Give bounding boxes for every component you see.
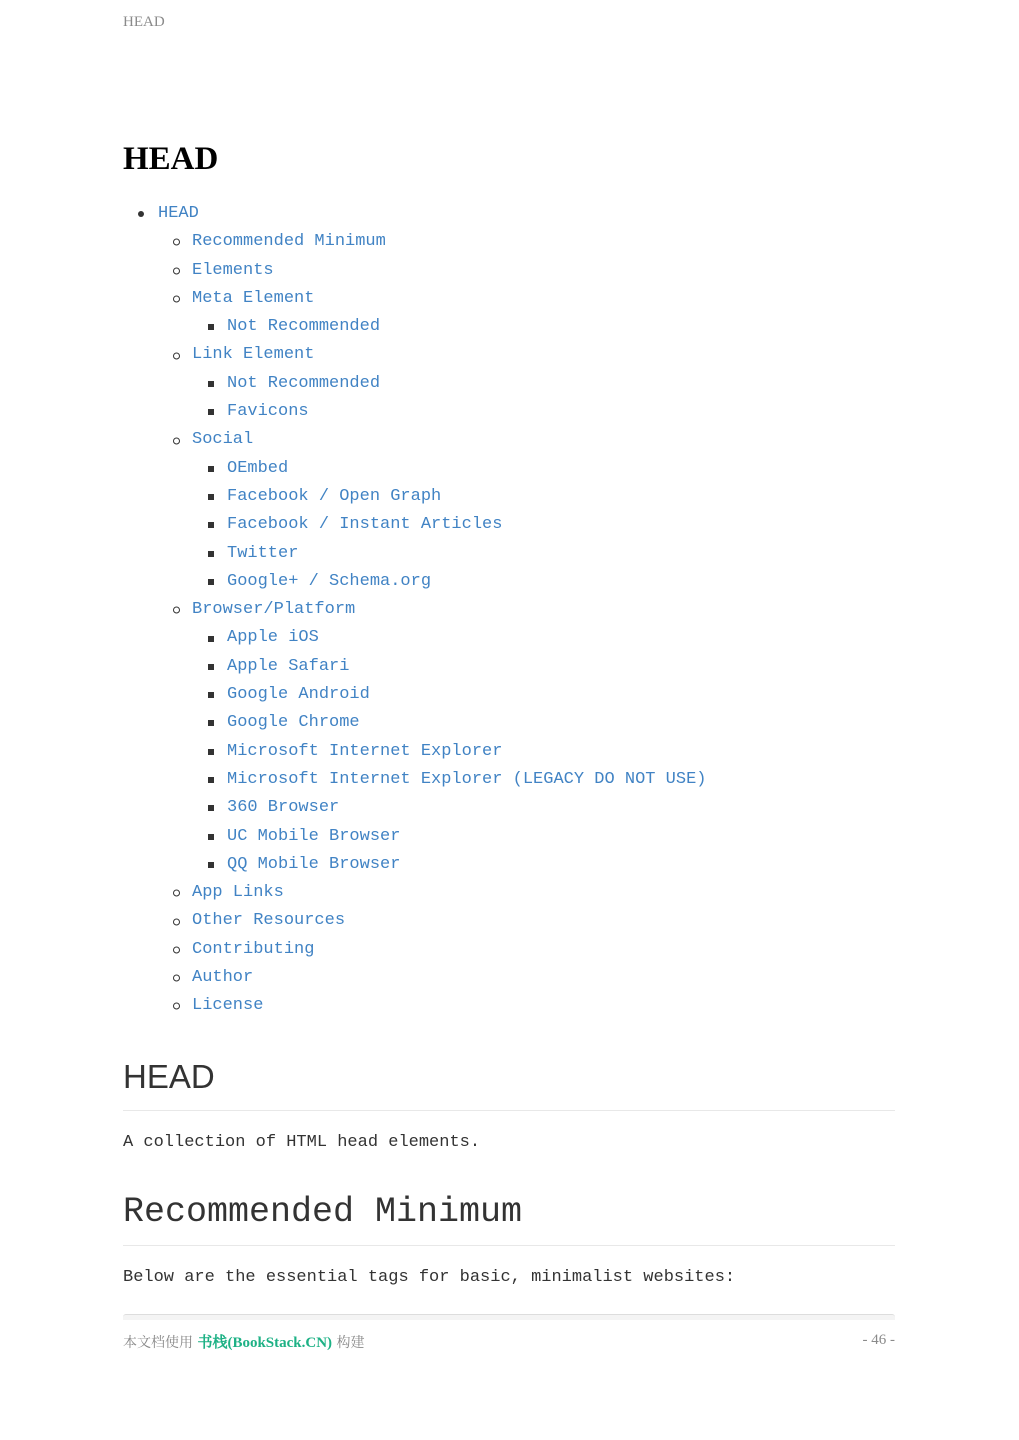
bookstack-link[interactable]: 书栈(BookStack.CN) [197,1335,333,1351]
toc-link[interactable]: Facebook / Open Graph [227,486,442,506]
toc-item [123,766,903,794]
footer-credit [123,1331,365,1352]
bullet-square-icon [208,636,214,642]
toc-link[interactable]: Author [192,968,254,988]
toc-link[interactable]: Apple Safari [227,656,350,676]
toc-link[interactable]: Apple iOS [227,628,319,648]
toc-item [123,200,903,228]
bullet-circle-icon [173,1003,180,1010]
toc-link[interactable]: Browser/Platform [192,600,356,620]
toc-link[interactable]: Link Element [192,345,315,365]
toc-link[interactable]: Recommended Minimum [192,232,386,252]
toc-item [123,964,903,992]
section-heading-recommended-minimum: Recommended Minimum [123,1190,895,1246]
toc-link[interactable]: App Links [192,883,284,903]
toc-list [123,200,903,1021]
toc-link[interactable]: Facebook / Instant Articles [227,515,503,535]
toc-link[interactable]: Meta Element [192,288,315,308]
toc-link[interactable]: Twitter [227,543,299,563]
toc-item [123,540,903,568]
toc-link[interactable]: UC Mobile Browser [227,826,401,846]
bullet-circle-icon [173,296,180,303]
toc-link[interactable]: Social [192,430,254,450]
toc-item [123,426,903,454]
toc-item [123,511,903,539]
toc-item [123,257,903,285]
bullet-circle-icon [173,437,180,444]
recommended-minimum-text: Below are the essential tags for basic, minimalist websites: [123,1268,736,1287]
bullet-square-icon [208,381,214,387]
toc-item [123,228,903,256]
toc-item [123,907,903,935]
bullet-square-icon [208,720,214,726]
toc-link[interactable]: Other Resources [192,911,346,931]
bullet-square-icon [208,777,214,783]
bullet-circle-icon [173,607,180,614]
bullet-circle-icon [173,267,180,274]
bullet-square-icon [208,522,214,528]
bullet-square-icon [208,466,214,472]
bullet-square-icon [208,579,214,585]
toc-link[interactable]: Google+ / Schema.org [227,571,432,591]
section-heading-head: HEAD [123,1056,895,1111]
toc-link[interactable]: Microsoft Internet Explorer (LEGACY DO NOT USE) [227,769,707,789]
running-header: HEAD [123,14,165,30]
toc-item [123,709,903,737]
toc-link[interactable]: OEmbed [227,458,289,478]
bullet-disc-icon [138,211,144,217]
bullet-square-icon [208,862,214,868]
toc-link[interactable]: QQ Mobile Browser [227,854,401,874]
toc-item [123,879,903,907]
code-block [123,1314,895,1320]
bullet-square-icon [208,324,214,330]
toc-item [123,568,903,596]
toc-item [123,851,903,879]
bullet-circle-icon [173,890,180,897]
toc-link[interactable]: Not Recommended [227,373,381,393]
bullet-square-icon [208,805,214,811]
toc-item [123,624,903,652]
footer-prefix: 本文档使用 [123,1335,193,1351]
bullet-square-icon [208,664,214,670]
bullet-circle-icon [173,918,180,925]
toc-item [123,738,903,766]
toc-link[interactable]: License [192,996,264,1016]
toc-item [123,794,903,822]
toc-item [123,455,903,483]
toc-link[interactable]: Microsoft Internet Explorer [227,741,503,761]
toc-item [123,285,903,313]
toc-item [123,370,903,398]
bullet-circle-icon [173,946,180,953]
toc-link[interactable]: 360 Browser [227,798,340,818]
toc-item [123,653,903,681]
footer-suffix: 构建 [336,1335,365,1351]
toc-link[interactable]: Elements [192,260,274,280]
bullet-square-icon [208,409,214,415]
toc-item [123,823,903,851]
table-of-contents [123,200,903,1021]
bullet-circle-icon [173,352,180,359]
toc-item [123,483,903,511]
page-number: - 46 - [862,1332,895,1348]
toc-link[interactable]: Not Recommended [227,317,381,337]
bullet-square-icon [208,551,214,557]
section-intro-text: A collection of HTML head elements. [123,1133,481,1152]
toc-link[interactable]: HEAD [158,204,199,223]
toc-link[interactable]: Favicons [227,402,309,422]
toc-item [123,313,903,341]
toc-link[interactable]: Google Chrome [227,713,360,733]
toc-item [123,992,903,1020]
toc-item [123,398,903,426]
toc-item [123,341,903,369]
page-title: HEAD [123,141,219,177]
bullet-square-icon [208,494,214,500]
toc-item [123,596,903,624]
toc-item [123,936,903,964]
toc-link[interactable]: Contributing [192,939,315,959]
bullet-circle-icon [173,975,180,982]
bullet-square-icon [208,749,214,755]
bullet-square-icon [208,692,214,698]
bullet-circle-icon [173,239,180,246]
bullet-square-icon [208,834,214,840]
toc-item [123,681,903,709]
toc-link[interactable]: Google Android [227,685,370,705]
